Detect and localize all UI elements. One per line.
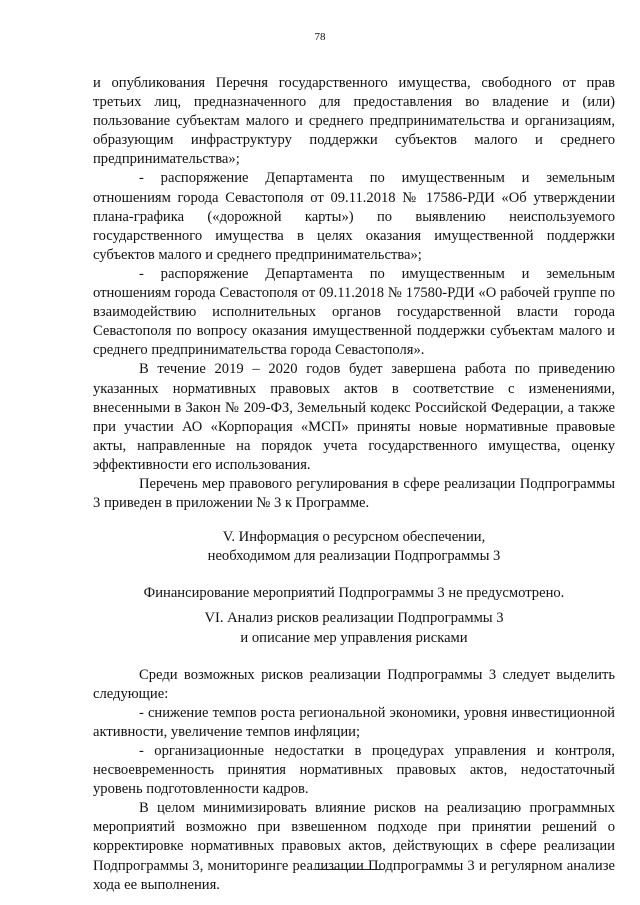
- end-divider-line: [315, 869, 383, 870]
- page-number: 78: [314, 31, 326, 43]
- paragraph-risk-mitigation: В целом минимизировать влияние рисков на реализацию программных мероприятий возможно при взвешенном подходе при принятии решений о корректировке нормативных правовых актов, действующих в сфере реализации Подпрограммы 3, мониторинге реализации Подпрограммы 3 и регулярном анализе хода ее выполнения.: [93, 800, 615, 893]
- paragraph-continuation: и опубликования Перечня государственного имущества, свободного от прав третьих лиц, предназначенного для предоставления во владение и (или) пользование субъектам малого и среднего предпринимательства и организациям, образующим инфраструктуру поддержки субъектов малого и среднего предпринимательства»;: [93, 75, 615, 168]
- paragraph-measures-list: Перечень мер правового регулирования в сфере реализации Подпрограммы 3 приведен в приложении № 3 к Программе.: [93, 475, 615, 512]
- paragraph-risk-economy: - снижение темпов роста региональной экономики, уровня инвестиционной активности, увеличение темпов инфляции;: [93, 704, 615, 740]
- document-body: [93, 74, 615, 895]
- section-6-heading-line1: VI. Анализ рисков реализации Подпрограммы 3: [204, 610, 504, 627]
- section-5-text: Финансирование мероприятий Подпрограммы 3 не предусмотрено.: [143, 585, 565, 602]
- paragraph-2019-2020: В течение 2019 – 2020 годов будет завершена работа по приведению указанных нормативных правовых актов в соответствие с изменениями, внесенными в Закон № 209-ФЗ, Земельный кодекс Российской Федерации, а также при участии АО «Корпорация «МСП» приняты новые нормативные правовые акты, направленные на порядок учета государственного имущества, оценку эффективности его использования.: [93, 361, 615, 473]
- section-5-heading-line1: V. Информация о ресурсном обеспечении,: [222, 529, 486, 546]
- section-5-heading: [93, 528, 615, 566]
- paragraph-risk-organizational: - организационные недостатки в процедурах управления и контроля, несвоевременность принятия нормативных правовых актов, недостаточный уровень подготовленности кадров.: [93, 743, 615, 798]
- section-5-heading-line2: необходимом для реализации Подпрограммы 3: [207, 548, 501, 565]
- paragraph-order-17580: - распоряжение Департамента по имущественным и земельным отношениям города Севастополя от 09.11.2018 № 17580-РДИ «О рабочей группе по взаимодействию исполнительных органов государственной власти города Севастополя по вопросу оказания имущественной поддержки субъектам малого и среднего предпринимательства города Севастополя».: [93, 265, 615, 359]
- section-6-heading: [93, 609, 615, 647]
- paragraph-risks-intro: Среди возможных рисков реализации Подпрограммы 3 следует выделить следующие:: [93, 666, 615, 702]
- section-6-heading-line2: и описание мер управления рисками: [240, 629, 468, 646]
- paragraph-order-17586: - распоряжение Департамента по имущественным и земельным отношениям города Севастополя от 09.11.2018 № 17586-РДИ «Об утверждении плана-графика («дорожной карты») по выявлению неиспользуемого государственного имущества в целях оказания имущественной поддержки субъектов малого и среднего предпринимательства»;: [93, 170, 615, 263]
